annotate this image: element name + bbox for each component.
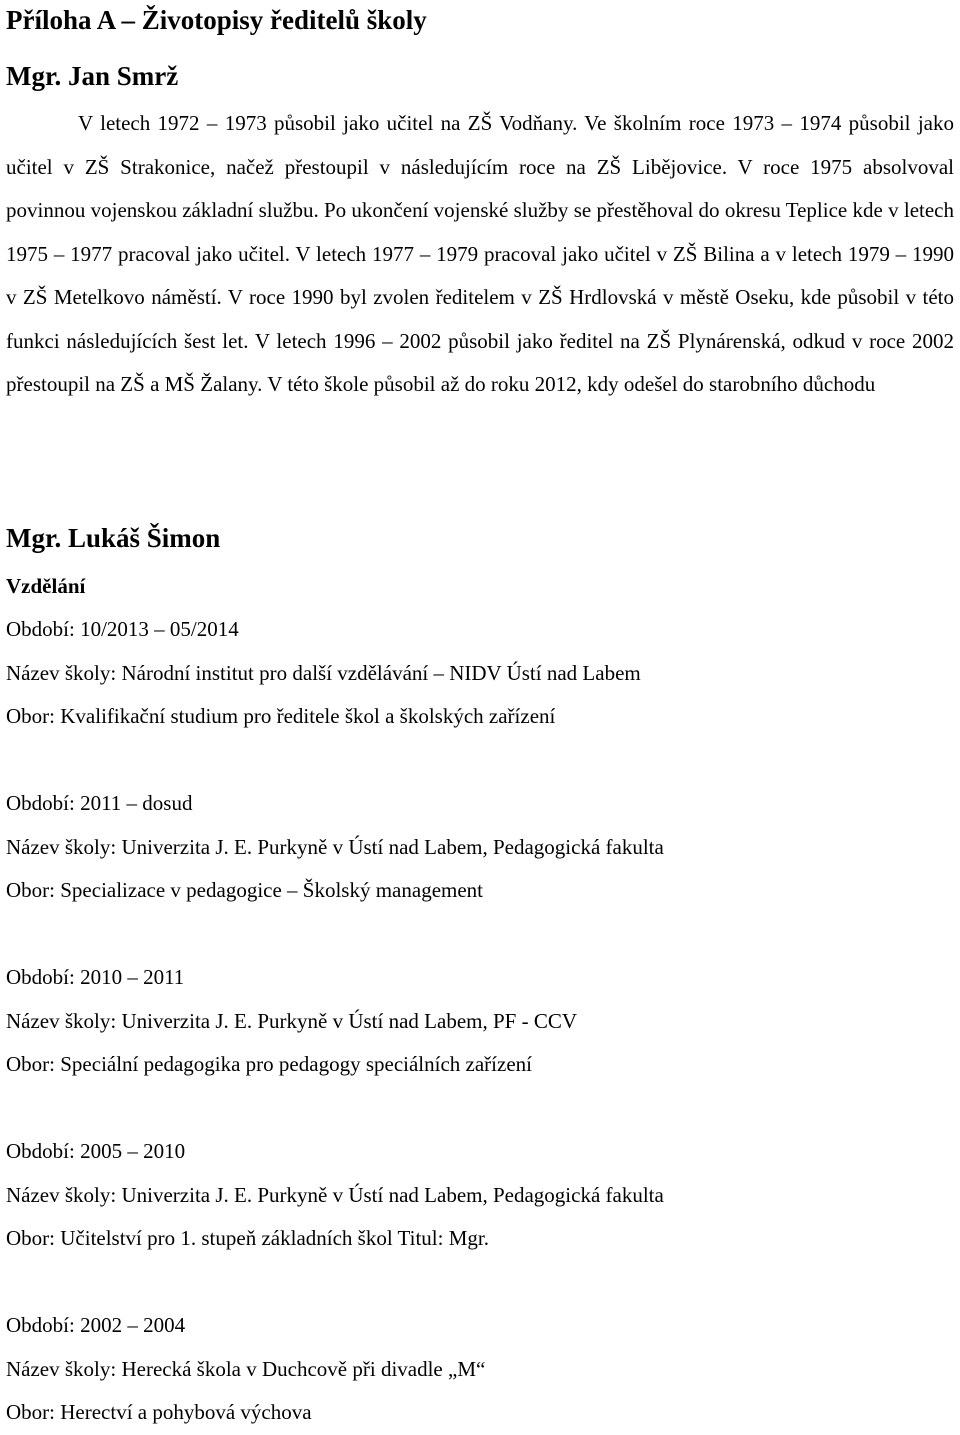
education-school: Název školy: Národní institut pro další vzdělávání – NIDV Ústí nad Labem bbox=[6, 660, 641, 685]
education-entry bbox=[6, 956, 954, 1087]
director-name-lukas-simon: Mgr. Lukáš Šimon bbox=[6, 523, 221, 553]
education-heading: Vzdělání bbox=[6, 574, 86, 598]
director-name-jan-smrz: Mgr. Jan Smrž bbox=[6, 61, 179, 91]
education-field: Obor: Kvalifikační studium pro ředitele škol a školských zařízení bbox=[6, 704, 556, 728]
education-field: Obor: Učitelství pro 1. stupeň základních škol Titul: Mgr. bbox=[6, 1226, 489, 1250]
director-biography-paragraph: V letech 1972 – 1973 působil jako učitel na ZŠ Vodňany. Ve školním roce 1973 – 1974 působil jako učitel v ZŠ Strakonice, načež přestoupil v následujícím roce na ZŠ Libějovice. V roce 1975 absolvoval povinnou vojenskou základní službu. Po ukončení vojenské služby se přestěhoval do okresu Teplice kde v letech 1975 – 1977 pracoval jako učitel. V letech 1977 – 1979 pracoval jako učitel v ZŠ Bilina a v letech 1979 – 1990 v ZŠ Metelkovo náměstí. V roce 1990 byl zvolen ředitelem v ZŠ Hrdlovská v městě Oseku, kde působil v této funkci následujících šest let. V letech 1996 – 2002 působil jako ředitel na ZŠ Plynárenská, odkud v roce 2002 přestoupil na ZŠ a MŠ Žalany. V této škole působil až do roku 2012, kdy odešel do starobního důchodu bbox=[6, 111, 954, 396]
education-school: Název školy: Herecká škola v Duchcově při divadle „M“ bbox=[6, 1356, 486, 1381]
education-school: Název školy: Univerzita J. E. Purkyně v Ústí nad Labem, Pedagogická fakulta bbox=[6, 834, 664, 859]
education-period: Období: 2002 – 2004 bbox=[6, 1313, 186, 1337]
education-period: Období: 2010 – 2011 bbox=[6, 965, 185, 989]
education-period: Období: 2011 – dosud bbox=[6, 791, 193, 815]
page-title: Příloha A – Životopisy ředitelů školy bbox=[6, 5, 427, 35]
education-school: Název školy: Univerzita J. E. Purkyně v Ústí nad Labem, PF - CCV bbox=[6, 1008, 577, 1033]
education-entry bbox=[6, 782, 954, 913]
education-period: Období: 10/2013 – 05/2014 bbox=[6, 617, 239, 641]
education-field: Obor: Speciální pedagogika pro pedagogy speciálních zařízení bbox=[6, 1052, 532, 1076]
education-field: Obor: Specializace v pedagogice – Školský management bbox=[6, 878, 484, 902]
education-field: Obor: Herectví a pohybová výchova bbox=[6, 1400, 312, 1424]
education-entry bbox=[6, 1130, 954, 1261]
education-school: Název školy: Univerzita J. E. Purkyně v Ústí nad Labem, Pedagogická fakulta bbox=[6, 1182, 664, 1207]
education-entry bbox=[6, 1304, 954, 1435]
education-period: Období: 2005 – 2010 bbox=[6, 1139, 186, 1163]
education-entry bbox=[6, 608, 954, 739]
